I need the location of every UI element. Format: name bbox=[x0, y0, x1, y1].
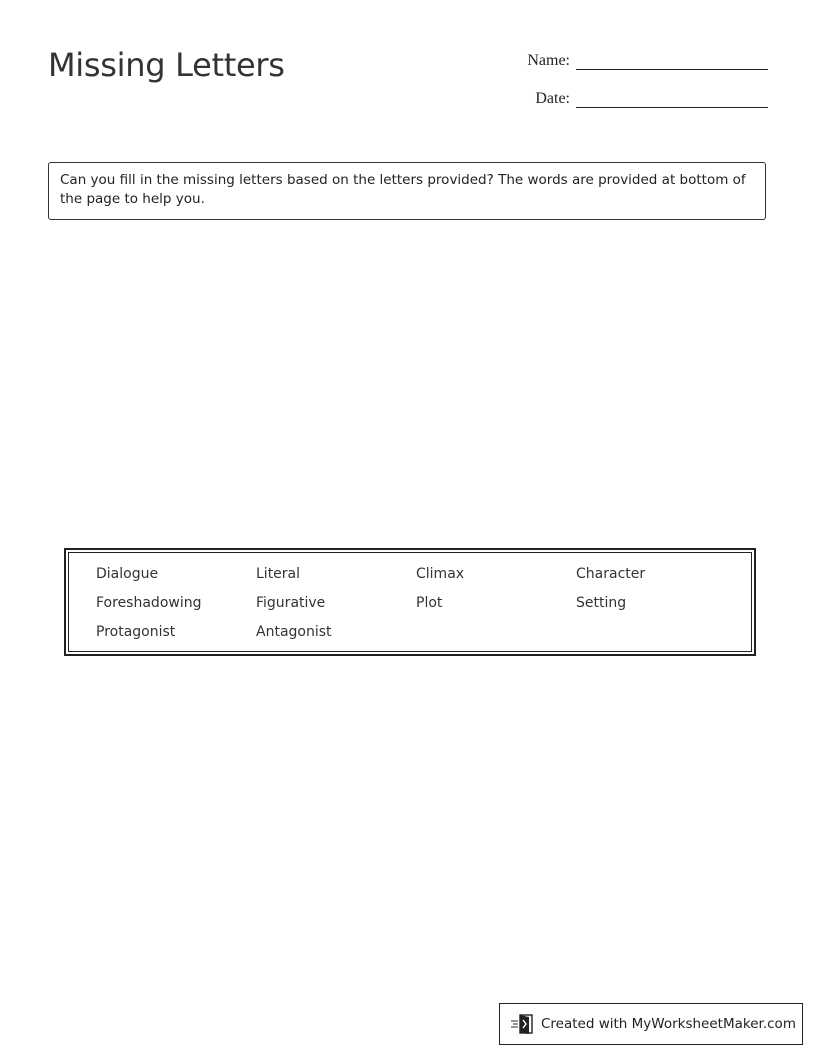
door-icon bbox=[510, 1013, 536, 1035]
name-field bbox=[510, 52, 768, 70]
word-bank-item: Setting bbox=[576, 595, 627, 611]
name-label: Name: bbox=[527, 52, 570, 69]
word-bank-grid bbox=[96, 565, 736, 652]
word-bank-item: Dialogue bbox=[96, 566, 159, 582]
page-title: Missing Letters bbox=[48, 46, 285, 84]
word-bank-item: Foreshadowing bbox=[96, 595, 202, 611]
word-bank-inner bbox=[68, 552, 752, 652]
date-label: Date: bbox=[535, 90, 570, 107]
word-bank-item: Figurative bbox=[256, 595, 326, 611]
footer-text: Created with MyWorksheetMaker.com bbox=[541, 1016, 796, 1032]
word-bank-item: Character bbox=[576, 566, 646, 582]
word-bank-item: Antagonist bbox=[256, 624, 332, 640]
word-bank-item: Literal bbox=[256, 566, 301, 582]
word-bank-item: Protagonist bbox=[96, 624, 176, 640]
date-line bbox=[576, 91, 768, 108]
name-line bbox=[576, 53, 768, 70]
date-field bbox=[510, 90, 768, 108]
word-bank-item: Plot bbox=[416, 595, 443, 611]
word-bank-item: Climax bbox=[416, 566, 465, 582]
word-bank bbox=[64, 548, 756, 656]
instructions-box: Can you fill in the missing letters based on the letters provided? The words are provided at bottom of the page to help you. bbox=[48, 162, 766, 220]
footer-badge[interactable] bbox=[499, 1003, 803, 1045]
